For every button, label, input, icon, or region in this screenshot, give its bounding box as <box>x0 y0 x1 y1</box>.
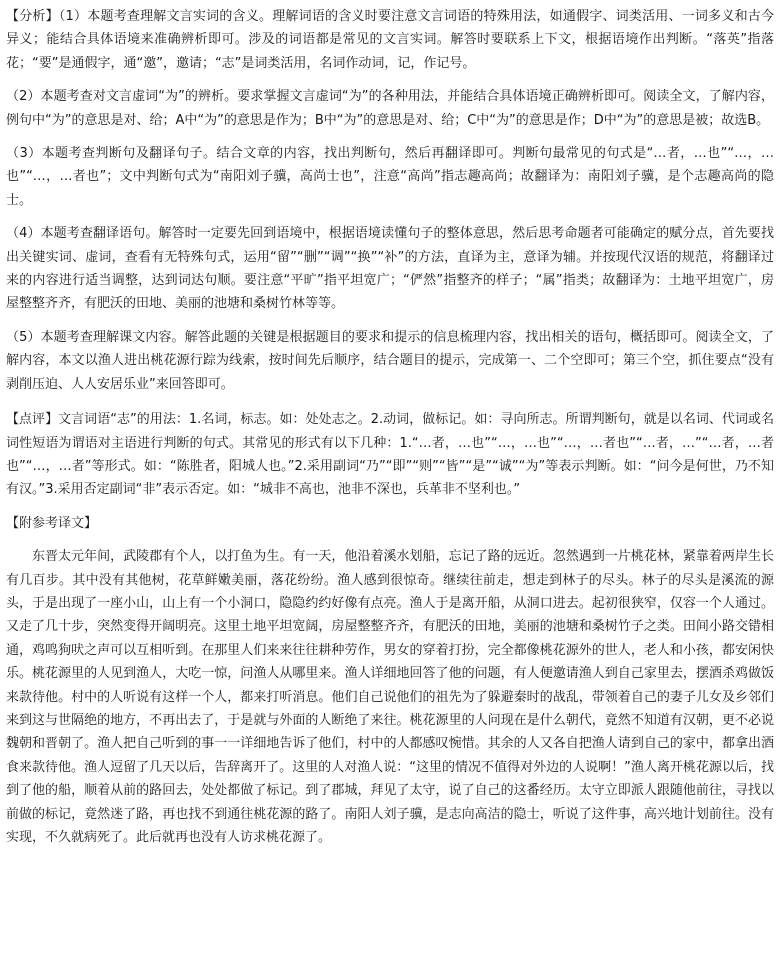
analysis-paragraph-4: （4）本题考查翻译语句。解答时一定要先回到语境中，根据语境读懂句子的整体意思，然后思考命题者可能确定的赋分点，首先要找出关键实词、虚词，查看有无特殊句式，运用“留”“删”“调”“换”“补”的方法，直译为主，意译为辅。并按现代汉语的规范，将翻译过来的内容进行适当调整，达到词达句顺。要注意“平旷”指平坦宽广；“俨然”指整齐的样子；“属”指类；故翻译为：土地平坦宽广，房屋整整齐齐，有肥沃的田地、美丽的池塘和桑树竹林等等。 <box>6 226 774 312</box>
analysis-paragraph-2: （2）本题考查对文言虚词“为”的辨析。要求掌握文言虚词“为”的各种用法，并能结合具体语境正确辨析即可。阅读全文，了解内容，例句中“为”的意思是对、给；A中“为”的意思是作为；B中“为”的意思是对、给；C中“为”的意思是作；D中“为”的意思是被；故选B。 <box>6 89 774 128</box>
analysis-paragraph-5: （5）本题考查理解课文内容。解答此题的关键是根据题目的要求和提示的信息梳理内容，找出相关的语句，概括即可。阅读全文，了解内容，本文以渔人进出桃花源行踪为线索，按时间先后顺序，结合题目的提示，完成第一、二个空即可；第三个空，抓住要点“没有剥削压迫、人人安居乐业”来回答即可。 <box>6 329 774 392</box>
reference-translation-title: 【附参考译文】 <box>6 515 98 531</box>
comment-paragraph: 【点评】文言词语“志”的用法：1.名词，标志。如：处处志之。2.动词，做标记。如：寻向所志。所谓判断句，就是以名词、代词或名词性短语为谓语对主语进行判断的句式。其常见的形式有以下几种：1.“…者，…也”“…，…也”“…，…者也”“…者，…”“…者，…者也”“…，…者”等形式。如：“陈胜者，阳城人也。”2.采用副词“乃”“即”“则”“皆”“是”“诚”“为”等表示判断。如：“问今是何世，乃不知有汉。”3.采用否定副词“非”表示否定。如：“城非不高也，池非不深也，兵革非不坚利也。” <box>6 412 774 498</box>
reference-translation-body: 东晋太元年间，武陵郡有个人，以打鱼为生。有一天，他沿着溪水划船，忘记了路的远近。忽然遇到一片桃花林，紧靠着两岸生长有几百步。其中没有其他树，花草鲜嫩美丽，落花纷纷。渔人感到很惊奇。继续往前走，想走到林子的尽头。林子的尽头是溪流的源头，于是出现了一座小山，山上有一个小洞口，隐隐约约好像有点亮。渔人于是离开船，从洞口进去。起初很狭窄，仅容一个人通过。又走了几十步，突然变得开阔明亮。这里土地平坦宽阔，房屋整整齐齐，有肥沃的田地，美丽的池塘和桑树竹子之类。田间小路交错相通，鸡鸣狗吠之声可以互相听到。在那里人们来来往往耕种劳作，男女的穿着打扮，完全都像桃花源外的世人，老人和小孩，都安闲快乐。桃花源里的人见到渔人，大吃一惊，问渔人从哪里来。渔人详细地回答了他的问题，有人便邀请渔人到自己家里去，摆酒杀鸡做饭来款待他。村中的人听说有这样一个人，都来打听消息。他们自己说他们的祖先为了躲避秦时的战乱，带领着自己的妻子儿女及乡邻们来到这与世隔绝的地方，不再出去了，于是就与外面的人断绝了来往。桃花源里的人问现在是什么朝代，竟然不知道有汉朝，更不必说魏朝和晋朝了。渔人把自己听到的事一一详细地告诉了他们，村中的人都感叹惋惜。其余的人又各自把渔人请到自己的家中，都拿出酒食来款待他。渔人逗留了几天以后，告辞离开了。这里的人对渔人说：“这里的情况不值得对外边的人说啊！”渔人离开桃花源以后，找到了他的船，顺着从前的路回去，处处都做了标记。到了郡城，拜见了太守，说了自己的这番经历。太守立即派人跟随他前往，寻找以前做的标记，竟然迷了路，再也找不到通往桃花源的路了。南阳人刘子骥，是志向高洁的隐士，听说了这件事，高兴地计划前往。没有实现，不久就病死了。此后就再也没有人访求桃花源了。 <box>6 549 774 845</box>
analysis-paragraph-3: （3）本题考查判断句及翻译句子。结合文章的内容，找出判断句，然后再翻译即可。判断句最常见的句式是“…者，…也”“…，…也”“…，…者也”；文中判断句式为“南阳刘子骥，高尚士也”，注意“高尚”指志趣高尚；故翻译为：南阳刘子骥，是个志趣高尚的隐士。 <box>6 146 774 208</box>
analysis-paragraph-1: 【分析】（1）本题考查理解文言实词的含义。理解词语的含义时要注意文言词语的特殊用法，如通假字、词类活用、一词多义和古今异义；能结合具体语境来准确辨析即可。涉及的词语都是常见的文言实词。解答时要联系上下文，根据语境作出判断。“落英”指落花；“要”是通假字，通“邀”，邀请；“志”是词类活用，名词作动词，记，作记号。 <box>6 9 774 71</box>
